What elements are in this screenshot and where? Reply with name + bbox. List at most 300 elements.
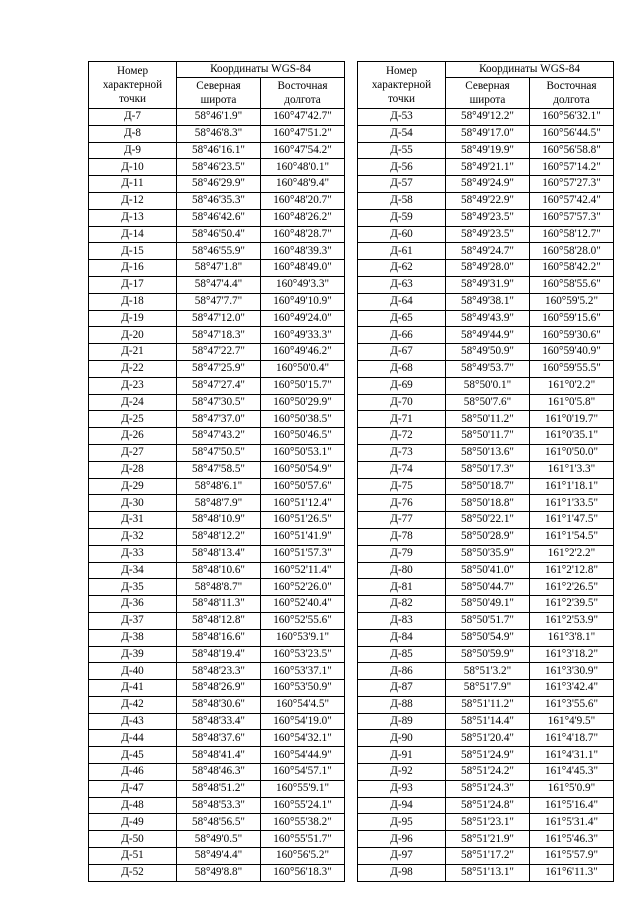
latitude-cell: 58°48'53.3" [177, 797, 261, 814]
longitude-cell: 160°58'12.7" [530, 226, 614, 243]
longitude-cell: 160°49'3.3" [261, 276, 345, 293]
table-row [89, 495, 345, 512]
coordinates-table-left [88, 61, 345, 882]
point-number-cell: Д-22 [89, 360, 177, 377]
table-row [358, 109, 614, 126]
longitude-cell: 160°51'12.4" [261, 495, 345, 512]
longitude-cell: 161°0'50.0" [530, 444, 614, 461]
latitude-cell: 58°49'43.9" [446, 310, 530, 327]
table-row [89, 680, 345, 697]
longitude-cell: 160°48'39.3" [261, 243, 345, 260]
latitude-cell: 58°48'11.3" [177, 596, 261, 613]
point-number-cell: Д-42 [89, 696, 177, 713]
point-number-cell: Д-57 [358, 176, 446, 193]
point-number-cell: Д-59 [358, 209, 446, 226]
table-row [358, 663, 614, 680]
longitude-cell: 161°1'3.3" [530, 461, 614, 478]
longitude-cell: 160°51'57.3" [261, 545, 345, 562]
latitude-cell: 58°48'6.1" [177, 478, 261, 495]
point-number-cell: Д-13 [89, 209, 177, 226]
east-longitude-header: Восточная долгота [530, 78, 614, 109]
point-number-cell: Д-97 [358, 848, 446, 865]
latitude-cell: 58°50'17.3" [446, 461, 530, 478]
latitude-cell: 58°49'24.7" [446, 243, 530, 260]
latitude-cell: 58°48'37.6" [177, 730, 261, 747]
point-number-cell: Д-28 [89, 461, 177, 478]
point-number-cell: Д-38 [89, 629, 177, 646]
table-row [358, 780, 614, 797]
longitude-cell: 160°58'28.0" [530, 243, 614, 260]
table-row [358, 260, 614, 277]
longitude-cell: 161°4'9.5" [530, 713, 614, 730]
longitude-cell: 160°57'57.3" [530, 209, 614, 226]
point-number-cell: Д-23 [89, 377, 177, 394]
latitude-cell: 58°47'25.9" [177, 360, 261, 377]
table-row [358, 864, 614, 881]
longitude-cell: 161°1'47.5" [530, 512, 614, 529]
latitude-cell: 58°49'23.5" [446, 226, 530, 243]
table-row [89, 629, 345, 646]
longitude-cell: 160°58'55.6" [530, 276, 614, 293]
point-number-cell: Д-10 [89, 159, 177, 176]
point-number-header: Номер характерной точки [89, 62, 177, 109]
latitude-cell: 58°48'12.2" [177, 528, 261, 545]
longitude-cell: 160°59'5.2" [530, 293, 614, 310]
point-number-cell: Д-46 [89, 764, 177, 781]
latitude-cell: 58°48'51.2" [177, 780, 261, 797]
table-row [89, 545, 345, 562]
latitude-cell: 58°49'17.0" [446, 125, 530, 142]
table-row [358, 579, 614, 596]
latitude-cell: 58°50'7.6" [446, 394, 530, 411]
table-row [358, 243, 614, 260]
point-number-cell: Д-16 [89, 260, 177, 277]
longitude-cell: 160°47'51.2" [261, 125, 345, 142]
point-number-cell: Д-50 [89, 831, 177, 848]
table-row [89, 411, 345, 428]
latitude-cell: 58°49'0.5" [177, 831, 261, 848]
latitude-cell: 58°49'50.9" [446, 344, 530, 361]
table-row [358, 142, 614, 159]
point-number-cell: Д-74 [358, 461, 446, 478]
point-number-cell: Д-95 [358, 814, 446, 831]
point-number-cell: Д-15 [89, 243, 177, 260]
latitude-cell: 58°49'21.1" [446, 159, 530, 176]
table-row [89, 209, 345, 226]
point-number-cell: Д-25 [89, 411, 177, 428]
latitude-cell: 58°51'24.9" [446, 747, 530, 764]
longitude-cell: 160°48'49.0" [261, 260, 345, 277]
table-row [358, 596, 614, 613]
north-latitude-header: Северная широта [446, 78, 530, 109]
point-number-cell: Д-8 [89, 125, 177, 142]
latitude-cell: 58°50'35.9" [446, 545, 530, 562]
north-latitude-header: Северная широта [177, 78, 261, 109]
point-number-cell: Д-61 [358, 243, 446, 260]
latitude-cell: 58°50'41.0" [446, 562, 530, 579]
point-number-cell: Д-31 [89, 512, 177, 529]
table-row [89, 461, 345, 478]
latitude-cell: 58°48'33.4" [177, 713, 261, 730]
point-number-cell: Д-76 [358, 495, 446, 512]
east-longitude-header: Восточная долгота [261, 78, 345, 109]
latitude-cell: 58°50'22.1" [446, 512, 530, 529]
table-row [89, 646, 345, 663]
table-row [89, 344, 345, 361]
point-number-cell: Д-45 [89, 747, 177, 764]
latitude-cell: 58°50'51.7" [446, 612, 530, 629]
latitude-cell: 58°50'11.2" [446, 411, 530, 428]
table-row [358, 545, 614, 562]
latitude-cell: 58°47'4.4" [177, 276, 261, 293]
longitude-cell: 160°55'51.7" [261, 831, 345, 848]
longitude-cell: 161°4'45.3" [530, 764, 614, 781]
point-number-cell: Д-67 [358, 344, 446, 361]
longitude-cell: 160°52'40.4" [261, 596, 345, 613]
latitude-cell: 58°48'23.3" [177, 663, 261, 680]
table-row [358, 310, 614, 327]
point-number-cell: Д-72 [358, 428, 446, 445]
table-row [358, 713, 614, 730]
point-number-cell: Д-43 [89, 713, 177, 730]
latitude-cell: 58°47'7.7" [177, 293, 261, 310]
table-row [358, 764, 614, 781]
table-row [89, 663, 345, 680]
point-number-cell: Д-60 [358, 226, 446, 243]
longitude-cell: 161°2'53.9" [530, 612, 614, 629]
table-row [89, 109, 345, 126]
point-number-cell: Д-94 [358, 797, 446, 814]
latitude-cell: 58°51'23.1" [446, 814, 530, 831]
latitude-cell: 58°48'16.6" [177, 629, 261, 646]
latitude-cell: 58°48'56.5" [177, 814, 261, 831]
point-number-cell: Д-79 [358, 545, 446, 562]
longitude-cell: 161°2'2.2" [530, 545, 614, 562]
latitude-cell: 58°46'8.3" [177, 125, 261, 142]
longitude-cell: 160°49'46.2" [261, 344, 345, 361]
point-number-cell: Д-44 [89, 730, 177, 747]
latitude-cell: 58°48'19.4" [177, 646, 261, 663]
point-number-cell: Д-33 [89, 545, 177, 562]
table-row [89, 176, 345, 193]
table-row [89, 747, 345, 764]
table-row [358, 444, 614, 461]
longitude-cell: 160°55'24.1" [261, 797, 345, 814]
point-number-cell: Д-91 [358, 747, 446, 764]
coordinates-header: Координаты WGS-84 [446, 62, 614, 78]
longitude-cell: 160°52'26.0" [261, 579, 345, 596]
table-row [89, 696, 345, 713]
table-row [358, 680, 614, 697]
latitude-cell: 58°49'38.1" [446, 293, 530, 310]
longitude-cell: 161°3'30.9" [530, 663, 614, 680]
table-row [358, 478, 614, 495]
longitude-cell: 161°3'42.4" [530, 680, 614, 697]
latitude-cell: 58°47'1.8" [177, 260, 261, 277]
longitude-cell: 160°50'0.4" [261, 360, 345, 377]
latitude-cell: 58°50'59.9" [446, 646, 530, 663]
table-row [89, 428, 345, 445]
latitude-cell: 58°49'12.2" [446, 109, 530, 126]
table-row [89, 394, 345, 411]
latitude-cell: 58°51'24.8" [446, 797, 530, 814]
point-number-cell: Д-66 [358, 327, 446, 344]
point-number-cell: Д-78 [358, 528, 446, 545]
table-row [89, 713, 345, 730]
table-row [358, 176, 614, 193]
point-number-cell: Д-52 [89, 864, 177, 881]
point-number-cell: Д-58 [358, 192, 446, 209]
point-number-cell: Д-82 [358, 596, 446, 613]
table-row [89, 360, 345, 377]
longitude-cell: 160°57'14.2" [530, 159, 614, 176]
latitude-cell: 58°49'23.5" [446, 209, 530, 226]
latitude-cell: 58°48'13.4" [177, 545, 261, 562]
point-number-cell: Д-11 [89, 176, 177, 193]
longitude-cell: 160°50'15.7" [261, 377, 345, 394]
longitude-cell: 160°57'42.4" [530, 192, 614, 209]
table-row [89, 528, 345, 545]
latitude-cell: 58°49'8.8" [177, 864, 261, 881]
point-number-cell: Д-71 [358, 411, 446, 428]
latitude-cell: 58°50'54.9" [446, 629, 530, 646]
longitude-cell: 160°59'55.5" [530, 360, 614, 377]
point-number-cell: Д-21 [89, 344, 177, 361]
longitude-cell: 160°49'33.3" [261, 327, 345, 344]
longitude-cell: 160°53'37.1" [261, 663, 345, 680]
longitude-cell: 161°1'18.1" [530, 478, 614, 495]
point-number-cell: Д-39 [89, 646, 177, 663]
latitude-cell: 58°46'29.9" [177, 176, 261, 193]
table-row [89, 797, 345, 814]
point-number-cell: Д-9 [89, 142, 177, 159]
latitude-cell: 58°50'18.8" [446, 495, 530, 512]
point-number-cell: Д-89 [358, 713, 446, 730]
latitude-cell: 58°49'28.0" [446, 260, 530, 277]
longitude-cell: 160°53'23.5" [261, 646, 345, 663]
longitude-cell: 160°54'57.1" [261, 764, 345, 781]
point-number-cell: Д-49 [89, 814, 177, 831]
table-row [89, 730, 345, 747]
table-row [358, 831, 614, 848]
point-number-cell: Д-34 [89, 562, 177, 579]
longitude-cell: 160°56'32.1" [530, 109, 614, 126]
coordinates-table-right [357, 61, 614, 882]
point-number-cell: Д-63 [358, 276, 446, 293]
point-number-cell: Д-41 [89, 680, 177, 697]
longitude-cell: 161°4'18.7" [530, 730, 614, 747]
latitude-cell: 58°51'17.2" [446, 848, 530, 865]
point-number-cell: Д-77 [358, 512, 446, 529]
latitude-cell: 58°48'7.9" [177, 495, 261, 512]
point-number-cell: Д-70 [358, 394, 446, 411]
latitude-cell: 58°50'0.1" [446, 377, 530, 394]
latitude-cell: 58°47'50.5" [177, 444, 261, 461]
point-number-cell: Д-7 [89, 109, 177, 126]
point-number-cell: Д-32 [89, 528, 177, 545]
longitude-cell: 160°51'26.5" [261, 512, 345, 529]
table-row [89, 276, 345, 293]
longitude-cell: 160°54'19.0" [261, 713, 345, 730]
point-number-cell: Д-84 [358, 629, 446, 646]
longitude-cell: 160°50'46.5" [261, 428, 345, 445]
point-number-cell: Д-93 [358, 780, 446, 797]
latitude-cell: 58°51'13.1" [446, 864, 530, 881]
table-row [358, 495, 614, 512]
table-row [358, 730, 614, 747]
table-row [89, 780, 345, 797]
latitude-cell: 58°51'11.2" [446, 696, 530, 713]
longitude-cell: 161°1'33.5" [530, 495, 614, 512]
latitude-cell: 58°47'30.5" [177, 394, 261, 411]
latitude-cell: 58°48'41.4" [177, 747, 261, 764]
table-row [358, 814, 614, 831]
longitude-cell: 161°5'16.4" [530, 797, 614, 814]
longitude-cell: 161°3'55.6" [530, 696, 614, 713]
table-row [358, 293, 614, 310]
table-row [89, 226, 345, 243]
point-number-cell: Д-14 [89, 226, 177, 243]
coordinates-header: Координаты WGS-84 [177, 62, 345, 78]
latitude-cell: 58°47'18.3" [177, 327, 261, 344]
table-row [358, 747, 614, 764]
point-number-cell: Д-56 [358, 159, 446, 176]
table-row [89, 192, 345, 209]
table-row [89, 310, 345, 327]
table-row [89, 864, 345, 881]
table-row [89, 327, 345, 344]
longitude-cell: 160°58'42.2" [530, 260, 614, 277]
longitude-cell: 160°59'15.6" [530, 310, 614, 327]
point-number-cell: Д-18 [89, 293, 177, 310]
point-number-cell: Д-12 [89, 192, 177, 209]
point-number-cell: Д-47 [89, 780, 177, 797]
table-row [89, 260, 345, 277]
latitude-cell: 58°51'14.4" [446, 713, 530, 730]
latitude-cell: 58°51'3.2" [446, 663, 530, 680]
longitude-cell: 160°59'40.9" [530, 344, 614, 361]
longitude-cell: 160°56'18.3" [261, 864, 345, 881]
longitude-cell: 161°0'2.2" [530, 377, 614, 394]
latitude-cell: 58°51'20.4" [446, 730, 530, 747]
longitude-cell: 160°49'10.9" [261, 293, 345, 310]
longitude-cell: 160°54'44.9" [261, 747, 345, 764]
longitude-cell: 160°52'55.6" [261, 612, 345, 629]
point-number-cell: Д-27 [89, 444, 177, 461]
table-body-left [89, 109, 345, 882]
point-number-cell: Д-53 [358, 109, 446, 126]
latitude-cell: 58°47'43.2" [177, 428, 261, 445]
table-row [358, 629, 614, 646]
table-row [358, 159, 614, 176]
table-row [89, 764, 345, 781]
longitude-cell: 161°5'46.3" [530, 831, 614, 848]
latitude-cell: 58°48'46.3" [177, 764, 261, 781]
table-row [358, 612, 614, 629]
longitude-cell: 160°53'9.1" [261, 629, 345, 646]
longitude-cell: 160°48'26.2" [261, 209, 345, 226]
longitude-cell: 160°55'38.2" [261, 814, 345, 831]
point-number-cell: Д-54 [358, 125, 446, 142]
latitude-cell: 58°50'13.6" [446, 444, 530, 461]
point-number-cell: Д-98 [358, 864, 446, 881]
longitude-cell: 161°6'11.3" [530, 864, 614, 881]
latitude-cell: 58°49'4.4" [177, 848, 261, 865]
longitude-cell: 160°56'44.5" [530, 125, 614, 142]
table-row [89, 814, 345, 831]
latitude-cell: 58°50'44.7" [446, 579, 530, 596]
latitude-cell: 58°51'7.9" [446, 680, 530, 697]
longitude-cell: 160°49'24.0" [261, 310, 345, 327]
longitude-cell: 160°57'27.3" [530, 176, 614, 193]
longitude-cell: 161°2'12.8" [530, 562, 614, 579]
longitude-cell: 160°47'54.2" [261, 142, 345, 159]
table-row [358, 209, 614, 226]
table-row [89, 293, 345, 310]
latitude-cell: 58°49'22.9" [446, 192, 530, 209]
latitude-cell: 58°46'16.1" [177, 142, 261, 159]
longitude-cell: 161°0'19.7" [530, 411, 614, 428]
latitude-cell: 58°50'28.9" [446, 528, 530, 545]
latitude-cell: 58°50'18.7" [446, 478, 530, 495]
point-number-cell: Д-81 [358, 579, 446, 596]
longitude-cell: 161°1'54.5" [530, 528, 614, 545]
point-number-cell: Д-37 [89, 612, 177, 629]
point-number-cell: Д-48 [89, 797, 177, 814]
longitude-cell: 160°50'53.1" [261, 444, 345, 461]
latitude-cell: 58°49'44.9" [446, 327, 530, 344]
longitude-cell: 160°47'42.7" [261, 109, 345, 126]
latitude-cell: 58°49'24.9" [446, 176, 530, 193]
table-row [89, 243, 345, 260]
longitude-cell: 160°54'4.5" [261, 696, 345, 713]
table-row [358, 411, 614, 428]
table-row [89, 831, 345, 848]
table-row [89, 579, 345, 596]
point-number-cell: Д-80 [358, 562, 446, 579]
point-number-cell: Д-36 [89, 596, 177, 613]
table-row [358, 377, 614, 394]
point-number-cell: Д-30 [89, 495, 177, 512]
latitude-cell: 58°48'8.7" [177, 579, 261, 596]
latitude-cell: 58°51'24.3" [446, 780, 530, 797]
latitude-cell: 58°48'10.6" [177, 562, 261, 579]
latitude-cell: 58°46'55.9" [177, 243, 261, 260]
table-row [89, 612, 345, 629]
point-number-cell: Д-19 [89, 310, 177, 327]
table-row [89, 377, 345, 394]
longitude-cell: 160°52'11.4" [261, 562, 345, 579]
table-row [358, 276, 614, 293]
table-body-right [358, 109, 614, 882]
longitude-cell: 160°59'30.6" [530, 327, 614, 344]
table-row [358, 696, 614, 713]
latitude-cell: 58°47'12.0" [177, 310, 261, 327]
table-row [89, 848, 345, 865]
latitude-cell: 58°47'22.7" [177, 344, 261, 361]
latitude-cell: 58°46'50.4" [177, 226, 261, 243]
longitude-cell: 161°5'57.9" [530, 848, 614, 865]
latitude-cell: 58°51'21.9" [446, 831, 530, 848]
point-number-cell: Д-75 [358, 478, 446, 495]
table-row [89, 159, 345, 176]
point-number-cell: Д-55 [358, 142, 446, 159]
longitude-cell: 161°5'31.4" [530, 814, 614, 831]
latitude-cell: 58°47'27.4" [177, 377, 261, 394]
latitude-cell: 58°49'19.9" [446, 142, 530, 159]
table-row [358, 528, 614, 545]
point-number-cell: Д-62 [358, 260, 446, 277]
